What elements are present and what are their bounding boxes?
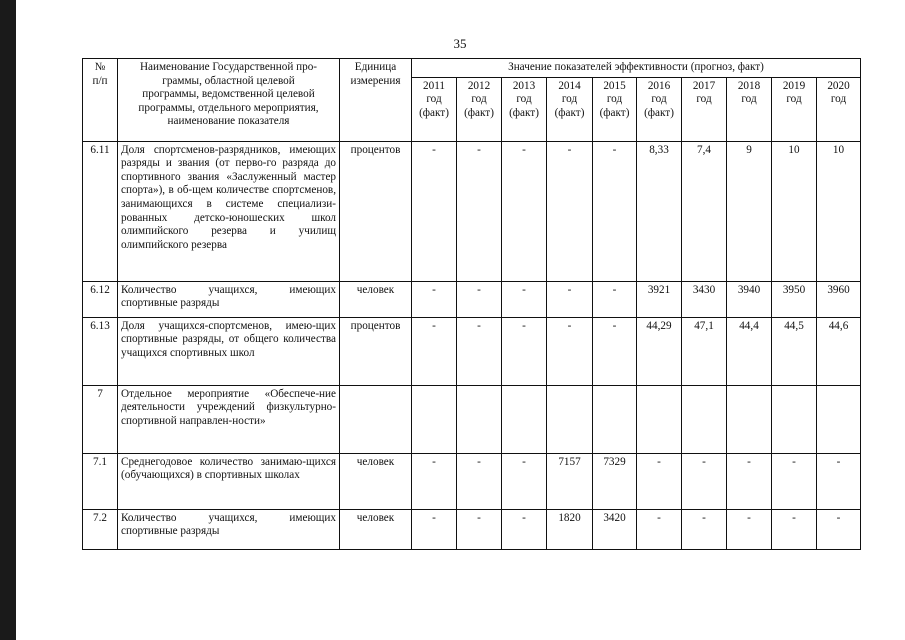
header-year: 2012 год (факт) <box>457 77 502 141</box>
header-year: 2020 год <box>817 77 861 141</box>
indicator-value: 10 <box>772 141 817 281</box>
indicator-value: - <box>817 453 861 509</box>
indicator-value <box>457 385 502 453</box>
indicator-name: Количество учащихся, имеющих спортивные разряды <box>118 281 340 317</box>
indicator-value: - <box>547 141 593 281</box>
indicator-value: - <box>412 141 457 281</box>
indicator-name: Отдельное мероприятие «Обеспече-ние деятельности учреждений физкультурно-спортивной направлен-ности» <box>118 385 340 453</box>
indicator-value: 44,29 <box>637 317 682 385</box>
row-number: 7.1 <box>83 453 118 509</box>
indicator-value: - <box>682 453 727 509</box>
indicator-value <box>817 385 861 453</box>
row-number: 7.2 <box>83 509 118 549</box>
table-row <box>83 281 861 317</box>
header-year: 2017 год <box>682 77 727 141</box>
indicator-value: - <box>593 141 637 281</box>
table-row <box>83 509 861 549</box>
indicator-value: - <box>727 453 772 509</box>
indicator-value: - <box>457 281 502 317</box>
indicator-value: 7157 <box>547 453 593 509</box>
header-col-number: № п/п <box>83 59 118 142</box>
indicator-value: - <box>637 509 682 549</box>
indicator-value: - <box>817 509 861 549</box>
indicator-value: - <box>502 317 547 385</box>
row-number: 7 <box>83 385 118 453</box>
indicator-value: 44,6 <box>817 317 861 385</box>
indicator-value: - <box>457 317 502 385</box>
table-body <box>83 141 861 549</box>
indicator-value: 7,4 <box>682 141 727 281</box>
indicator-value: 8,33 <box>637 141 682 281</box>
header-year: 2019 год <box>772 77 817 141</box>
indicator-value: 3950 <box>772 281 817 317</box>
header-year: 2014 год (факт) <box>547 77 593 141</box>
row-number: 6.12 <box>83 281 118 317</box>
header-year: 2018 год <box>727 77 772 141</box>
indicator-unit: процентов <box>340 141 412 281</box>
indicator-value <box>727 385 772 453</box>
indicators-table <box>82 58 861 550</box>
header-year: 2013 год (факт) <box>502 77 547 141</box>
indicator-value <box>772 385 817 453</box>
indicator-value: 47,1 <box>682 317 727 385</box>
header-year: 2015 год (факт) <box>593 77 637 141</box>
indicator-value: - <box>457 509 502 549</box>
indicator-value <box>593 385 637 453</box>
header-col-values: Значение показателей эффективности (прогноз, факт) <box>412 59 861 78</box>
indicator-value: - <box>772 453 817 509</box>
indicator-value: - <box>727 509 772 549</box>
indicator-value: - <box>412 281 457 317</box>
indicator-value: - <box>682 509 727 549</box>
indicator-value: - <box>593 281 637 317</box>
indicator-value: 10 <box>817 141 861 281</box>
indicator-value: 44,4 <box>727 317 772 385</box>
indicator-value: - <box>457 141 502 281</box>
indicator-unit <box>340 385 412 453</box>
indicator-name: Доля спортсменов-разрядников, имеющих разряды и звания (от перво-го разряда до спортивного звания «Заслуженный мастер спорта»), в об-щем количестве спортсменов, занимающихся в системе специализи-рованных детско-юношеских школ олимпийского резерва и училищ олимпийского резерва <box>118 141 340 281</box>
table-row <box>83 317 861 385</box>
indicator-value: 3921 <box>637 281 682 317</box>
row-number: 6.13 <box>83 317 118 385</box>
indicator-unit: человек <box>340 453 412 509</box>
indicator-value: 3940 <box>727 281 772 317</box>
indicator-unit: процентов <box>340 317 412 385</box>
indicator-value <box>547 385 593 453</box>
row-number: 6.11 <box>83 141 118 281</box>
indicator-value <box>412 385 457 453</box>
indicator-value: 3430 <box>682 281 727 317</box>
table-row <box>83 141 861 281</box>
page-number: 35 <box>453 36 467 51</box>
indicator-name: Количество учащихся, имеющих спортивные разряды <box>118 509 340 549</box>
indicator-value: - <box>412 453 457 509</box>
indicator-value: - <box>412 317 457 385</box>
indicator-value: - <box>547 317 593 385</box>
indicator-value: - <box>772 509 817 549</box>
indicator-value: - <box>593 317 637 385</box>
indicator-value: - <box>502 281 547 317</box>
header-year: 2011 год (факт) <box>412 77 457 141</box>
indicator-value: - <box>412 509 457 549</box>
indicator-value: 9 <box>727 141 772 281</box>
indicator-value <box>682 385 727 453</box>
header-col-name: Наименование Государственной про- граммы, областной целевой программы, ведомственной целевой программы, отдельного мероприятия, наименование показателя <box>118 59 340 142</box>
indicator-value: 3960 <box>817 281 861 317</box>
indicator-value: 1820 <box>547 509 593 549</box>
indicator-name: Доля учащихся-спортсменов, имею-щих спортивные разряды, от общего количества учащихся спортивных школ <box>118 317 340 385</box>
indicator-value: - <box>502 141 547 281</box>
header-row-top <box>83 59 861 78</box>
header-year: 2016 год (факт) <box>637 77 682 141</box>
indicator-name: Среднегодовое количество занимаю-щихся (обучающихся) в спортивных школах <box>118 453 340 509</box>
indicator-value: 44,5 <box>772 317 817 385</box>
indicator-value: 7329 <box>593 453 637 509</box>
indicator-value: - <box>547 281 593 317</box>
indicator-unit: человек <box>340 509 412 549</box>
indicator-value: - <box>502 453 547 509</box>
indicator-value <box>637 385 682 453</box>
indicator-unit: человек <box>340 281 412 317</box>
indicator-value: 3420 <box>593 509 637 549</box>
header-col-unit: Единица измерения <box>340 59 412 142</box>
indicator-value: - <box>502 509 547 549</box>
indicator-value <box>502 385 547 453</box>
scan-edge-shadow <box>0 0 16 640</box>
table-row <box>83 385 861 453</box>
indicator-value: - <box>637 453 682 509</box>
table-row <box>83 453 861 509</box>
indicator-value: - <box>457 453 502 509</box>
